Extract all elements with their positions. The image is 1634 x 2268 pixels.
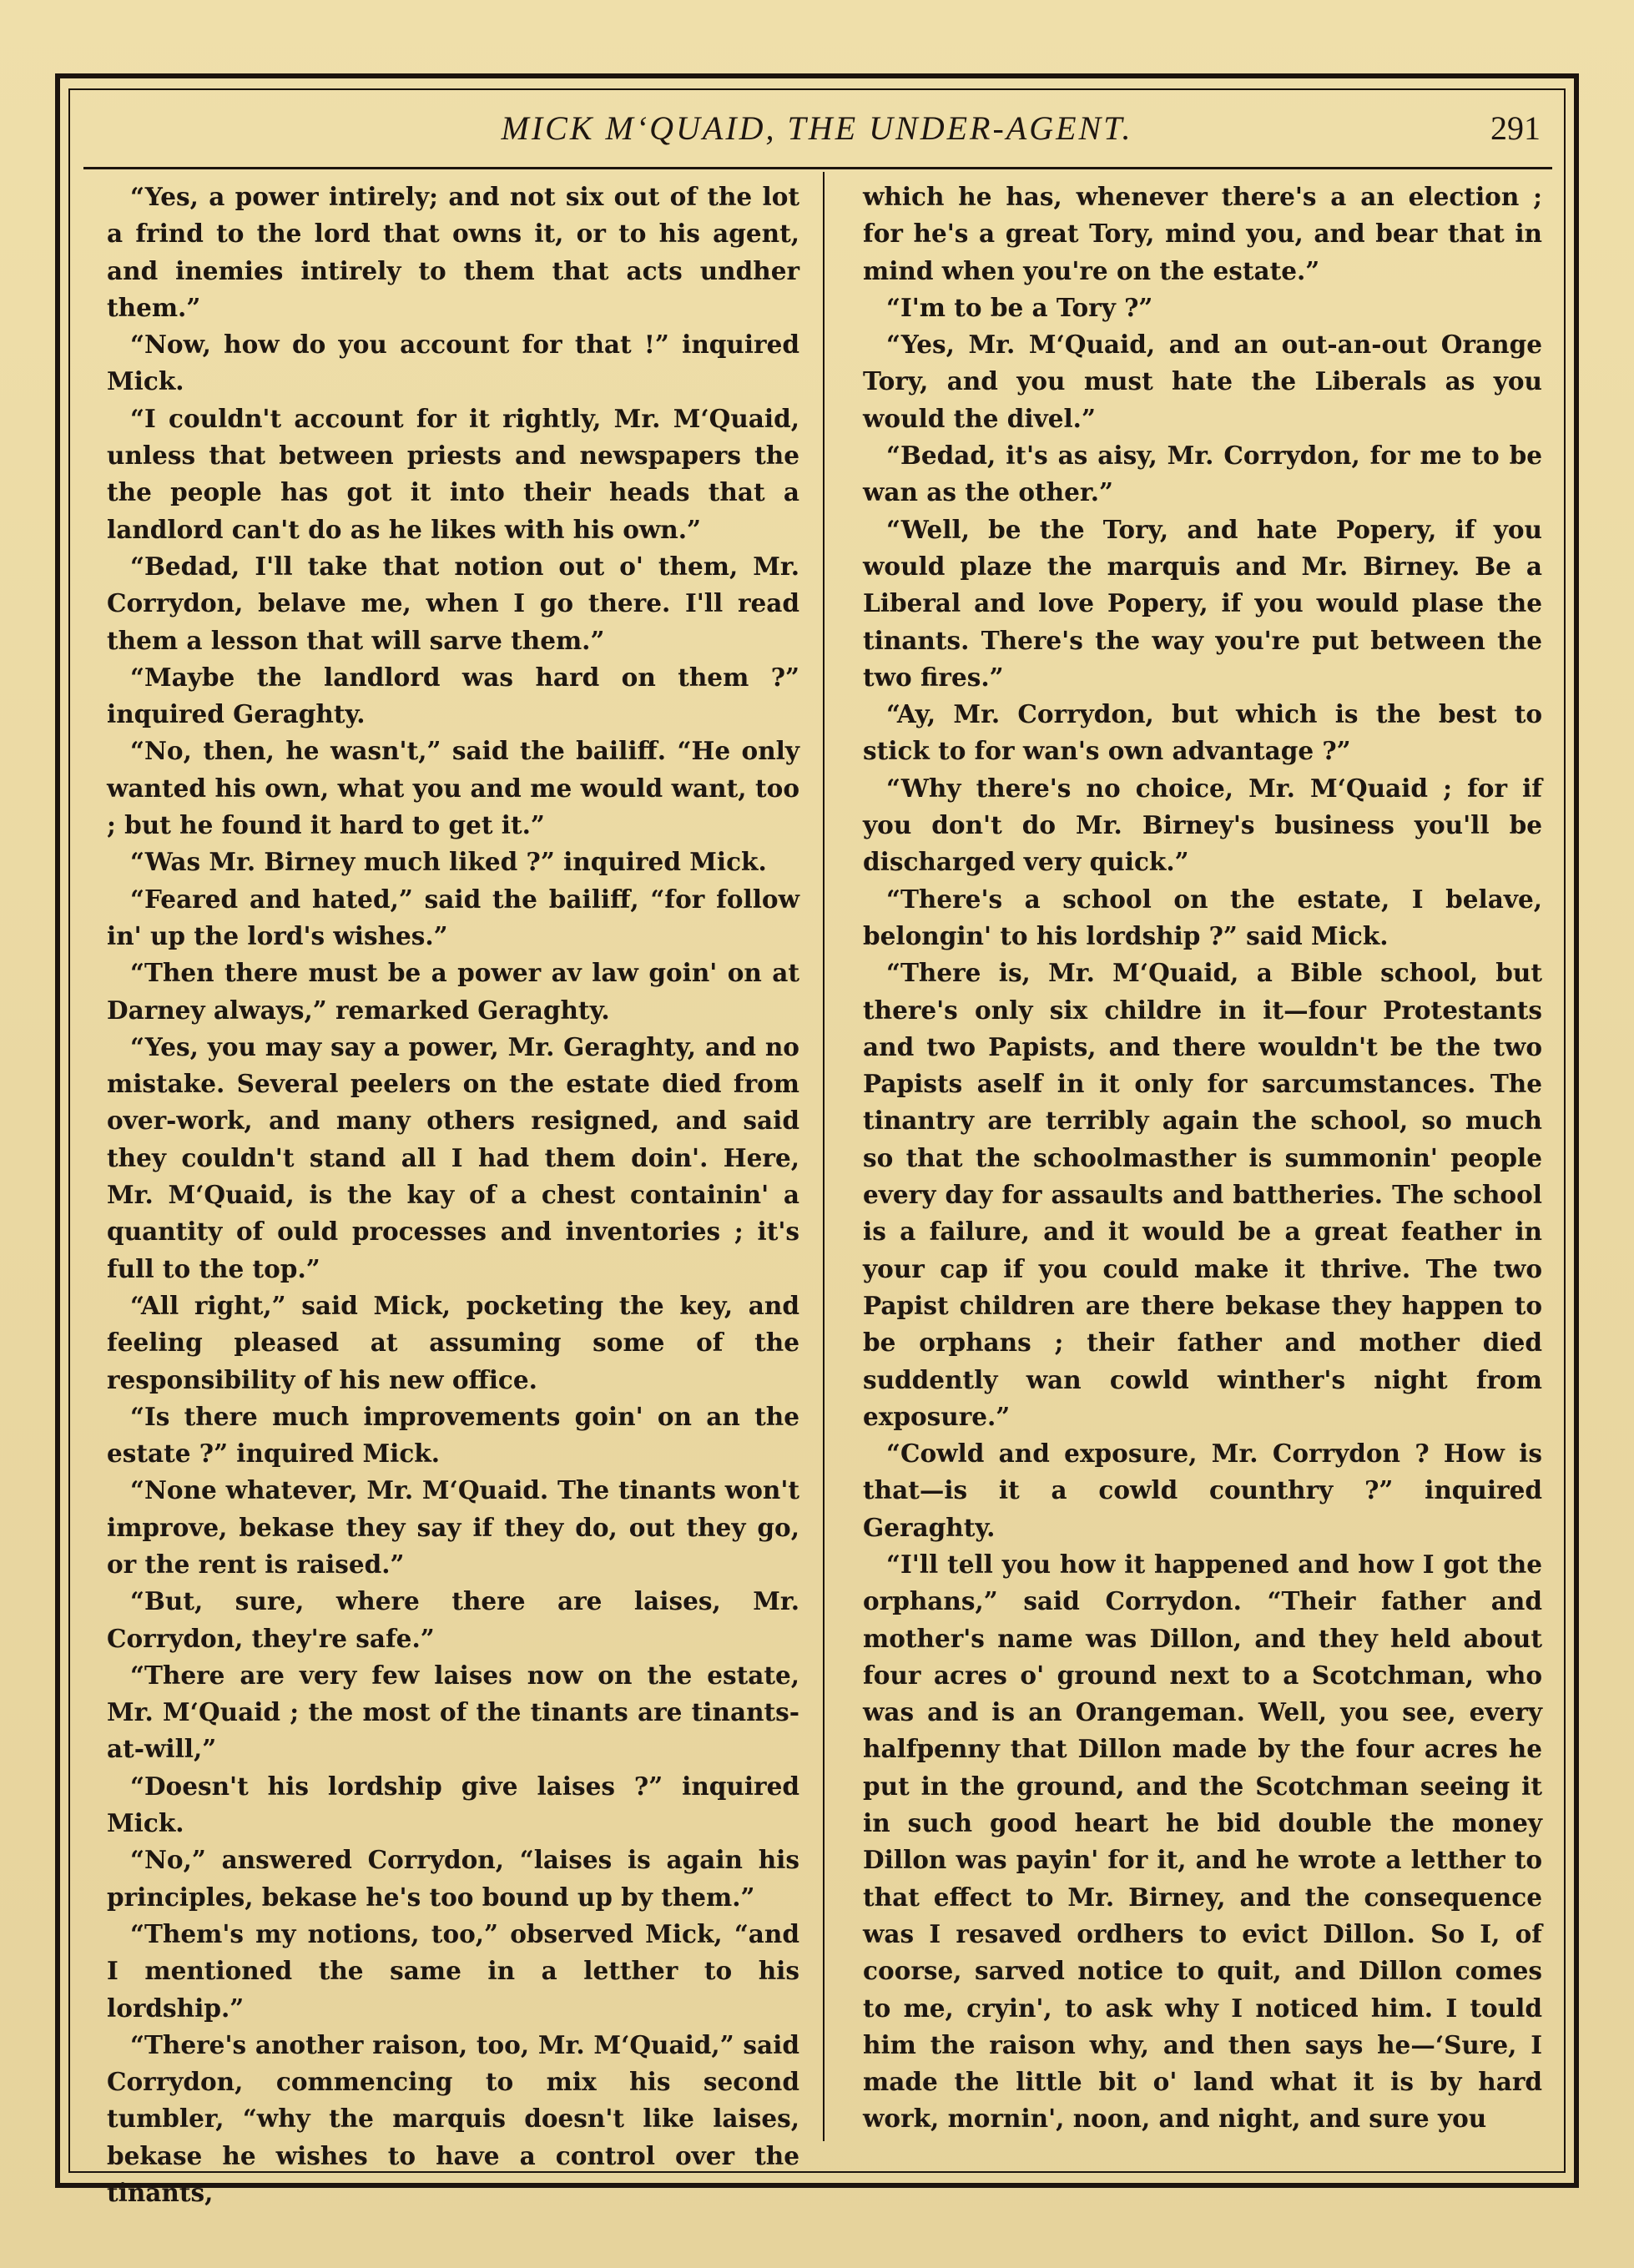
paragraph: “Them's my notions, too,” observed Mick, “and I mentioned the same in a letther to his lordship.” (107, 1918, 799, 2023)
paragraph: “But, sure, where there are laises, Mr. Corrydon, they're safe.” (107, 1586, 799, 1653)
paragraph: “Then there must be a power av law goin' on at Darney always,” remarked Geraghty. (107, 958, 799, 1025)
paragraph: “Doesn't his lordship give laises ?” inquired Mick. (107, 1771, 799, 1838)
paragraph: “No, then, he wasn't,” said the bailiff. “He only wanted his own, what you and me would want, too ; but he found it hard to get it.” (107, 736, 799, 840)
paragraph: “I'm to be a Tory ?” (886, 292, 1153, 322)
header-rule (83, 167, 1552, 169)
paragraph: “Now, how do you account for that !” inquired Mick. (107, 330, 799, 396)
paragraph: “Ay, Mr. Corrydon, but which is the best to stick to for wan's own advantage ?” (863, 699, 1542, 766)
paragraph: “Bedad, it's as aisy, Mr. Corrydon, for me to be wan as the other.” (863, 441, 1542, 507)
paragraph: “Why there's no choice, Mr. M‘Quaid ; for if you don't do Mr. Birney's business you'll be discharged very quick.” (863, 773, 1542, 877)
paragraph: “Bedad, I'll take that notion out o' them, Mr. Corrydon, belave me, when I go there. I'll read them a lesson that will sarve them.” (107, 551, 799, 655)
paragraph: “None whatever, Mr. M‘Quaid. The tinants won't improve, bekase they say if they do, out they go, or the rent is raised.” (107, 1475, 799, 1579)
paragraph: “I'll tell you how it happened and how I got the orphans,” said Corrydon. “Their father and mother's name was Dillon, and they held about four acres o' ground next to a Scotchman, who was and is an Orangeman. Well, you see, every halfpenny that Dillon made by the four acres he put in the ground, and the Scotchman seeing it in such good heart he bid double the money Dillon was payin' for it, and he wrote a letther to that effect to Mr. Birney, and the consequence was I resaved ordhers to evict Dillon. So I, of coorse, sarved notice to quit, and Dillon comes to me, cryin', to ask why I noticed him. I tould him the raison why, and then says he—‘Sure, I made the little bit o' land what it is by hard work, mornin', noon, and night, and sure you (863, 1549, 1542, 2134)
paragraph: “Feared and hated,” said the bailiff, “for follow in' up the lord's wishes.” (107, 884, 799, 950)
paragraph: “Is there much improvements goin' on an the estate ?” inquired Mick. (107, 1401, 799, 1469)
paragraph: “All right,” said Mick, pocketing the key, and feeling pleased at assuming some of the responsibility of his new office. (107, 1290, 799, 1394)
running-title: MICK M‘QUAID, THE UNDER-AGENT. (501, 109, 1133, 147)
paragraph: “There's a school on the estate, I belave, belongin' to his lordship ?” said Mick. (863, 884, 1542, 950)
page-number: 291 (1490, 109, 1541, 147)
paragraph: “There are very few laises now on the estate, Mr. M‘Quaid ; the most of the tinants are tinants-at-will,” (107, 1660, 799, 1764)
paragraph: “There is, Mr. M‘Quaid, a Bible school, but there's only six childre in it—four Protestants and two Papists, and there wouldn't be the two Papists aself in it only for sarcumstances. The tinantry are terribly again the school, so much so that the schoolmasther is summonin' people every day for assaults and battheries. The school is a failure, and it would be a great feather in your cap if you could make it thrive. The two Papist children are there bekase they happen to be orphans ; their father and mother died suddently wan cowld winther's night from exposure.” (863, 958, 1542, 1431)
left-column (107, 179, 799, 2211)
column-divider (823, 172, 825, 2141)
paragraph: “Maybe the landlord was hard on them ?” inquired Geraghty. (107, 662, 799, 729)
paragraph: “Yes, a power intirely; and not six out of the lot a frind to the lord that owns it, or to his agent, and inemies intirely to them that acts undher them.” (107, 182, 799, 322)
right-column (863, 179, 1542, 2138)
paragraph: “Cowld and exposure, Mr. Corrydon ? How is that—is it a cowld counthry ?” inquired Geraghty. (863, 1439, 1542, 1542)
paragraph: “Yes, Mr. M‘Quaid, and an out-an-out Orange Tory, and you must hate the Liberals as you would the divel.” (863, 330, 1542, 433)
paragraph: “There's another raison, too, Mr. M‘Quaid,” said Corrydon, commencing to mix his second tumbler, “why the marquis doesn't like laises, bekase he wishes to have a control over the tinants, (107, 2029, 799, 2208)
page-header (68, 108, 1566, 159)
paragraph: “Yes, you may say a power, Mr. Geraghty, and no mistake. Several peelers on the estate died from over-work, and many others resigned, and said they couldn't stand all I had them doin'. Here, Mr. M‘Quaid, is the kay of a chest containin' a quantity of ould processes and inventories ; it's full to the top.” (107, 1031, 799, 1283)
paragraph: “No,” answered Corrydon, “laises is again his principles, bekase he's too bound up by them.” (107, 1845, 799, 1912)
paragraph-continuation: which he has, whenever there's a an election ; for he's a great Tory, mind you, and bear that in mind when you're on the estate.” (863, 182, 1542, 285)
paragraph: “Was Mr. Birney much liked ?” inquired Mick. (130, 847, 767, 877)
paragraph: “I couldn't account for it rightly, Mr. M‘Quaid, unless that between priests and newspapers the the people has got it into their heads that a landlord can't do as he likes with his own.” (107, 403, 799, 544)
paragraph: “Well, be the Tory, and hate Popery, if you would plaze the marquis and Mr. Birney. Be a Liberal and love Popery, if you would plase the tinants. There's the way you're put between the two fires.” (863, 514, 1542, 692)
